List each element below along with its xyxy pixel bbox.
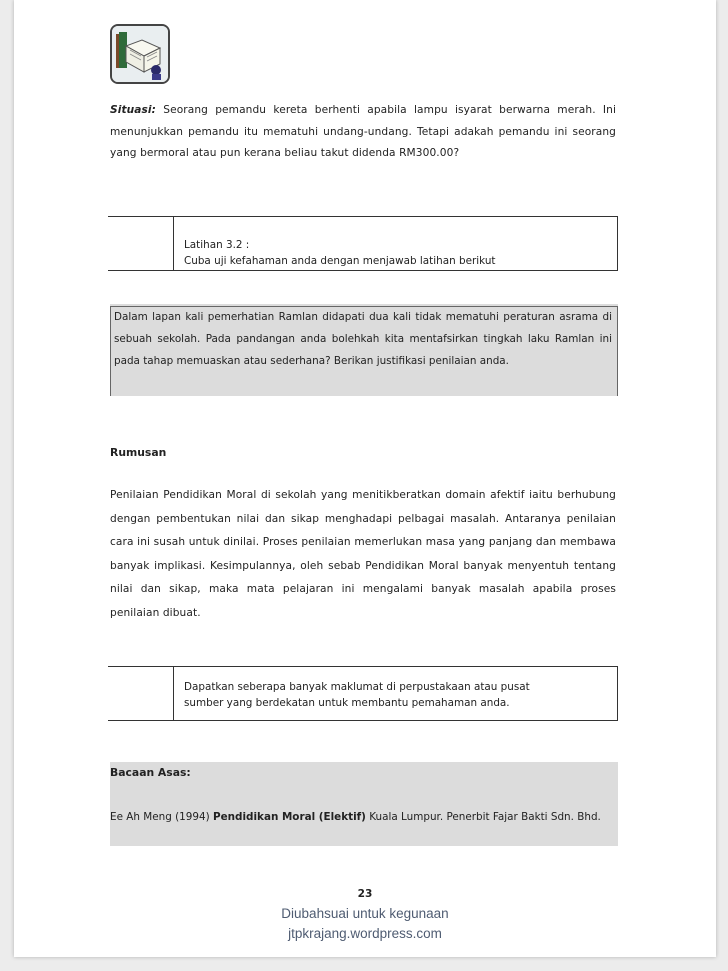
book-icon xyxy=(112,26,168,82)
page-number: 23 xyxy=(357,888,373,900)
situation-lead: Situasi: xyxy=(110,104,156,116)
reference-author: Ee Ah Meng (1994) xyxy=(110,811,210,823)
reading-heading: Bacaan Asas: xyxy=(110,766,191,779)
activity-box-divider xyxy=(173,667,174,720)
reference-title: Pendidikan Moral (Elektif) xyxy=(212,811,366,823)
activity-text: Dapatkan seberapa banyak maklumat di perpustakaan atau pusat sumber yang berdekatan untuk membantu pemahaman anda. xyxy=(184,681,530,709)
document-page xyxy=(14,0,716,957)
summary-paragraph: Penilaian Pendidikan Moral di sekolah yang menitikberatkan domain afektif iaitu berhubung dengan pembentukan nilai dan sikap menghadapi pelbagai masalah. Antaranya penilaian cara ini susah untuk dinilai. Proses penilaian memerlukan masa yang panjang dan membawa banyak implikasi. Kesimpulannya, oleh sebab Pendidikan Moral banyak menyentuh tentang nilai dan sikap, maka mata pelajaran ini mengalami banyak masalah apabila proses penilaian dibuat. xyxy=(110,489,616,619)
exercise-instruction: Cuba uji kefahaman anda dengan menjawab latihan berikut xyxy=(184,255,496,267)
task-text: Dalam lapan kali pemerhatian Ramlan didapati dua kali tidak mematuhi peraturan asrama di sebuah sekolah. Pada pandangan anda bolehkah kita mentafsirkan tingkah laku Ramlan ini pada tahap memuaskan atau sederhana? Berikan justifikasi penilaian anda. xyxy=(114,311,612,367)
summary-heading: Rumusan xyxy=(110,446,167,459)
situation-paragraph xyxy=(110,100,616,165)
watermark-line-2: jtpkrajang.wordpress.com xyxy=(288,926,442,941)
situation-text: Seorang pemandu kereta berhenti apabila lampu isyarat berwarna merah. Ini menunjukkan pemandu itu mematuhi undang-undang. Tetapi adakah pemandu ini seorang yang bermoral atau pun kerana beliau takut didenda RM300.00? xyxy=(110,104,616,159)
task-box xyxy=(110,304,618,396)
exercise-box-divider xyxy=(173,217,174,270)
reading-reference xyxy=(110,806,616,828)
exercise-box xyxy=(108,216,618,271)
reference-publisher: Kuala Lumpur. Penerbit Fajar Bakti Sdn. Bhd. xyxy=(369,811,601,823)
activity-box xyxy=(108,666,618,721)
watermark-line-1: Diubahsuai untuk kegunaan xyxy=(281,906,449,921)
book-reading-logo xyxy=(110,24,170,84)
reading-box xyxy=(110,762,618,846)
exercise-title: Latihan 3.2 : xyxy=(184,239,250,251)
exercise-content xyxy=(184,237,609,269)
